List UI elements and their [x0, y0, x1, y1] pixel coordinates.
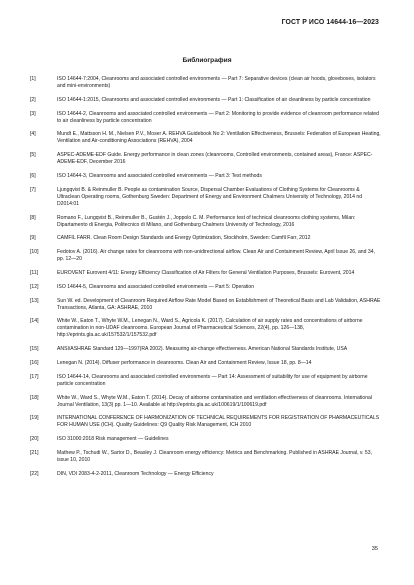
bibliography-title: Библиография	[182, 57, 232, 64]
reference-item	[30, 270, 383, 277]
reference-text: Romano F., Lungqvist B., Reinmuller B., Gustén J., Joppolo C. M. Performance test of technical cleanrooms clothing systems, Milan: Dipartamento di Energia, Politecnico di Milano, and Gothenburg Chalmers University of Technology, 2016	[57, 214, 356, 228]
reference-number: [18]	[30, 394, 39, 401]
reference-text: Lenegan N. (2014). Diffuser performance in cleanrooms. Clean Air and Containment Review, Issue 18, pp. 8—14	[57, 359, 312, 366]
reference-text: Mathew P., Tschudi W., Sartor D., Beasley J. Cleanroom energy efficiency: Metrics and Benchmarking. Published in ASHRAE Journal, v. 53, issue 10, 2010	[57, 449, 373, 463]
reference-text: White W., Ward S., Whyte W.M., Eaton T. (2014). Decay of airborne contamination and ventilation effectiveness of cleanrooms. International Journal Ventilation, 13(3) pp. 1—10. Available at http://eprints.gla.ac.uk/100619/1/100619.pdf	[57, 394, 373, 408]
reference-number: [4]	[30, 131, 36, 138]
reference-number: [17]	[30, 373, 39, 380]
reference-number: [10]	[30, 249, 39, 256]
reference-number: [9]	[30, 235, 36, 242]
reference-text: ANSI/ASHRAE Standard 129—1997(RA 2002). Measuring air-change effectiveness. American National Standards Institute, USA	[57, 346, 348, 353]
reference-number: [20]	[30, 436, 39, 443]
reference-text: INTERNATIONAL CONFERENCE OF HARMONIZATION OF TECHNICAL REQUIREMENTS FOR REGISTRATION OF PHARMACEUTICALS FOR HUMAN USE (ICH). Quality Guidelines: Q9 Quality Risk Management, ICH 2010	[57, 415, 380, 429]
reference-text: Ljungqvist B. & Reinmuller B. People as contamination Source, Dispersal Chamber Evaluations of Clothing Systems for Cleanrooms & Ultraclean Operating rooms, Gothenburg Sweden: Department of Energy and Environment Chalmers University of Technology, 2014 nd D2014:01	[57, 186, 363, 207]
reference-item	[30, 360, 383, 367]
reference-item	[30, 152, 383, 166]
reference-number: [5]	[30, 152, 36, 159]
reference-number: [14]	[30, 318, 39, 325]
reference-number: [11]	[30, 269, 39, 276]
reference-item	[30, 346, 383, 353]
reference-number: [1]	[30, 76, 36, 82]
page-number: 35	[371, 546, 378, 552]
reference-item	[30, 374, 383, 388]
reference-item	[30, 249, 383, 263]
reference-item	[30, 415, 383, 429]
reference-number: [6]	[30, 172, 36, 179]
reference-text: ISO 14644-2, Cleanrooms and associated controlled environments — Part 2: Monitoring to provide evidence of cleanroom performance related to air cleanliness by particle concentration	[57, 110, 379, 124]
reference-item	[30, 298, 383, 312]
reference-number: [13]	[30, 297, 39, 304]
reference-number: [15]	[30, 346, 39, 353]
reference-text: Mundt E., Mattsson H. M., Nielsen P.V., Moser A. REHVA Guidebook No 2: Ventilation Effectiveness, Brussels: Federation of European Heating, Ventilation and Air-conditioning Associations (REHVA), 2004	[57, 131, 381, 145]
reference-item	[30, 318, 383, 339]
reference-item	[30, 97, 383, 104]
reference-number: [16]	[30, 359, 39, 366]
reference-text: ASPEC-ADEME-EDF Guide. Energy performance in clean zones (cleanrooms, Controlled environments, contained areas), France: ASPEC-ADEME-EDF, December 2016	[57, 152, 373, 166]
reference-text: DIN, VDI 2083-4-2-2011, Cleanroom Technology — Energy Efficiency	[57, 470, 214, 477]
reference-item	[30, 173, 383, 180]
reference-list	[30, 76, 383, 485]
reference-item	[30, 131, 383, 145]
reference-text: ISO 14644-3, Cleanrooms and associated controlled environments — Part 3: Test methods	[57, 172, 262, 179]
reference-number: [2]	[30, 96, 36, 103]
reference-text: CAMFIL FARR. Clean Room Design Standards and Energy Optimization, Stockholm, Sweden: Camfil Farr, 2012	[57, 235, 311, 242]
reference-number: [8]	[30, 214, 36, 221]
reference-item	[30, 187, 383, 208]
reference-text: ISO 14644-7:2004, Cleanrooms and associated controlled environments — Part 7: Separative devices (clean air hoods, gloveboxes, isolators and mini-environments)	[57, 76, 376, 89]
reference-item	[30, 450, 383, 464]
reference-text: ISO 14644-5, Cleanrooms and associated controlled environments — Part 5: Operation	[57, 283, 255, 290]
reference-item	[30, 235, 383, 242]
reference-text: ISO 14644-14, Cleanrooms and associated controlled environments — Part 14: Assessment of suitability for use of equipment by airborne particle concentration	[57, 373, 368, 387]
reference-text: White W., Eaton T., Whyte W.M., Lenegan N., Ward S., Agricola K. (2017). Calculation of air supply rates and concentrations of airborne contamination in non-UDAF cleanrooms. European Journal of Pharmaceutical Sciences, 22(4), pp. 126—138, http://eprints.gla.ac.uk/157532/1/157532.pdf	[57, 318, 363, 339]
standard-code-header: ГОСТ Р ИСО 14644-16—2023	[281, 19, 379, 26]
reference-number: [22]	[30, 470, 39, 477]
reference-text: Sun W. ed. Development of Cleanroom Required Airflow Rate Model Based on Establishment of Theoretical Basis and Lab Validation, ASHRAE Transactions, Atlanta, GA: ASHRAE, 2010	[57, 297, 381, 311]
reference-text: ISO 31000:2018 Risk management — Guidelines	[57, 436, 169, 443]
reference-item	[30, 284, 383, 291]
reference-item	[30, 76, 383, 90]
reference-number: [19]	[30, 415, 39, 422]
reference-item	[30, 111, 383, 125]
reference-text: Fedotov A. (2016). Air change rates for cleanrooms with non-unidirectional airflow. Clean Air and Containment Review, April Issue 26, and 34, pp. 12—20	[57, 249, 375, 263]
reference-number: [12]	[30, 283, 39, 290]
reference-number: [7]	[30, 186, 36, 193]
reference-text: ISO 14644-1:2015, Cleanrooms and associated controlled environments — Part 1: Classification of air cleanliness by particle concentration	[57, 96, 371, 103]
reference-number: [21]	[30, 449, 39, 456]
reference-number: [3]	[30, 110, 36, 117]
reference-item	[30, 215, 383, 229]
reference-item	[30, 436, 383, 443]
reference-text: EUROVENT Eurovent 4/11: Energy Efficiency Classification of Air Filters for General Ventilation Purposes, Brussels: Eurovent, 2014	[57, 269, 355, 276]
reference-item	[30, 395, 383, 409]
reference-item	[30, 471, 383, 478]
